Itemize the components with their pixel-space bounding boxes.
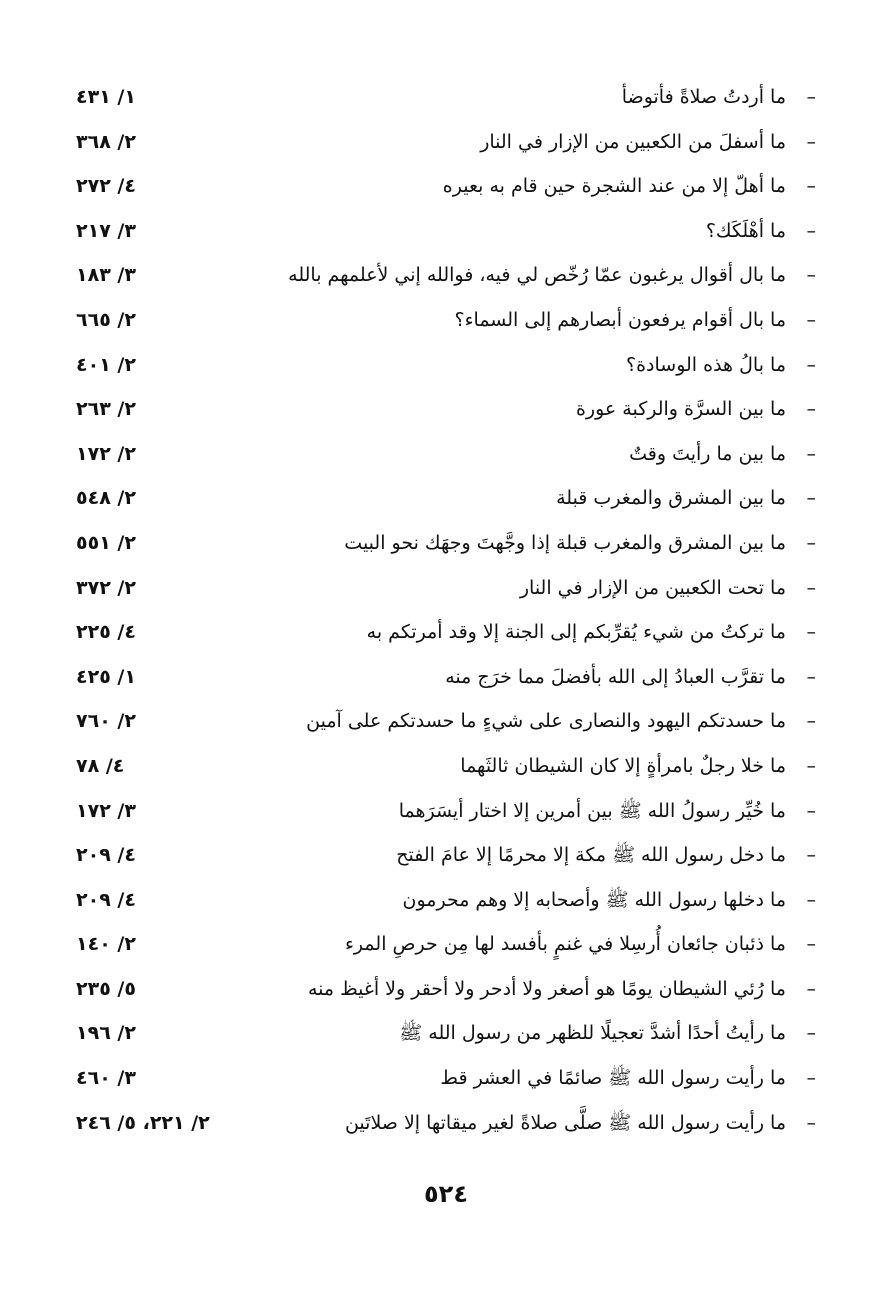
list-dash: – <box>806 175 816 198</box>
list-dash: – <box>806 1111 816 1134</box>
list-dash: – <box>806 398 816 421</box>
entry-reference: ٢/ ٥٤٨ <box>76 487 136 510</box>
list-dash: – <box>806 219 816 242</box>
entry-text: ما رأيت رسول الله ﷺ صلَّى صلاةً لغير ميقاتها إلا صلاتَين <box>344 1111 786 1134</box>
entry-text: ما رُئي الشيطان يومًا هو أصغر ولا أدحر ولا أحقر ولا أغيظ منه <box>308 977 786 1000</box>
entry-reference: ٣/ ١٨٣ <box>76 264 136 287</box>
list-item <box>76 521 816 566</box>
list-dash: – <box>806 754 816 777</box>
entry-reference: ٤/ ٢٧٢ <box>76 175 136 198</box>
entry-reference: ٢/ ٢٢١، ٥/ ٢٤٦ <box>76 1111 210 1134</box>
entry-text: ما خلا رجلٌ بامرأةٍ إلا كان الشيطان ثالثَهما <box>460 754 786 777</box>
list-item <box>76 1101 816 1146</box>
entry-text: ما بين السرَّة والركبة عورة <box>575 398 786 421</box>
list-dash: – <box>806 531 816 554</box>
list-item <box>76 744 816 789</box>
entry-reference: ٣/ ٤٦٠ <box>76 1067 136 1090</box>
entry-reference: ٣/ ٢١٧ <box>76 219 136 242</box>
list-item <box>76 699 816 744</box>
entry-text: ما دخلها رسول الله ﷺ وأصحابه إلا وهم محرمون <box>402 888 786 911</box>
entry-reference: ٢/ ٥٥١ <box>76 531 136 554</box>
entry-reference: ١/ ٤٢٥ <box>76 665 136 688</box>
list-dash: – <box>806 710 816 733</box>
list-item <box>76 164 816 209</box>
list-item <box>76 1011 816 1056</box>
list-dash: – <box>806 86 816 108</box>
list-item <box>76 655 816 700</box>
list-dash: – <box>806 1067 816 1090</box>
entry-reference: ٣/ ١٧٢ <box>76 799 136 822</box>
list-item <box>76 75 816 120</box>
list-dash: – <box>806 442 816 465</box>
entry-text: ما دخل رسول الله ﷺ مكة إلا محرمًا إلا عامَ الفتح <box>396 844 786 867</box>
entry-reference: ٢/ ٣٦٨ <box>76 130 136 153</box>
list-item <box>76 298 816 343</box>
list-dash: – <box>806 621 816 644</box>
hadith-index-list <box>76 75 816 1145</box>
entry-reference: ٢/ ١٧٢ <box>76 442 136 465</box>
list-item <box>76 610 816 655</box>
list-item <box>76 789 816 834</box>
entry-reference: ١/ ٤٣١ <box>76 86 136 108</box>
entry-reference: ٢/ ٤٠١ <box>76 353 136 376</box>
page-number: ٥٢٤ <box>424 1180 468 1208</box>
entry-reference: ٢/ ٢٦٣ <box>76 398 136 421</box>
entry-text: ما خُيِّر رسولُ الله ﷺ بين أمرين إلا اختار أيسَرَهما <box>398 799 786 822</box>
entry-reference: ٢/ ١٤٠ <box>76 933 136 956</box>
entry-text: ما تركتُ من شيء يُقرِّبكم إلى الجنة إلا وقد أمرتكم به <box>366 621 786 644</box>
list-dash: – <box>806 665 816 688</box>
list-item <box>76 432 816 477</box>
list-item <box>76 387 816 432</box>
entry-reference: ٢/ ٣٧٢ <box>76 576 136 599</box>
entry-text: ما بين المشرق والمغرب قبلة إذا وجَّهتَ وجهَك نحو البيت <box>344 531 786 554</box>
list-dash: – <box>806 353 816 376</box>
entry-text: ما أهْلَكَك؟ <box>705 219 786 242</box>
entry-reference: ٤/ ٢٠٩ <box>76 888 136 911</box>
entry-text: ما أهلّ إلا من عند الشجرة حين قام به بعيره <box>442 175 786 198</box>
list-dash: – <box>806 933 816 956</box>
list-dash: – <box>806 264 816 287</box>
entry-text: ما أردتُ صلاةً فأتوضأ <box>621 86 786 108</box>
list-item <box>76 566 816 611</box>
list-item <box>76 120 816 165</box>
entry-text: ما ذئبان جائعان أُرسِلا في غنمٍ بأفسد لها مِن حرصِ المرء <box>345 933 786 956</box>
list-dash: – <box>806 130 816 153</box>
list-dash: – <box>806 977 816 1000</box>
list-item <box>76 833 816 878</box>
list-dash: – <box>806 799 816 822</box>
entry-text: ما تحت الكعبين من الإزار في النار <box>519 576 786 599</box>
entry-text: ما أسفلَ من الكعبين من الإزار في النار <box>480 130 786 153</box>
entry-text: ما رأيت رسول الله ﷺ صائمًا في العشر قط <box>440 1067 786 1090</box>
list-item <box>76 253 816 298</box>
entry-text: ما تقرَّب العبادُ إلى الله بأفضلَ مما خرَج منه <box>445 665 786 688</box>
entry-reference: ٢/ ٦٦٥ <box>76 308 136 331</box>
list-dash: – <box>806 308 816 331</box>
entry-reference: ٢/ ١٩٦ <box>76 1022 136 1045</box>
entry-text: ما بال أقوال يرغبون عمّا رُخّص لي فيه، فوالله إني لأعلمهم بالله <box>288 264 786 287</box>
entry-text: ما بال أقوام يرفعون أبصارهم إلى السماء؟ <box>454 308 786 331</box>
list-item <box>76 209 816 254</box>
list-item <box>76 922 816 967</box>
list-item <box>76 343 816 388</box>
entry-reference: ٤/ ٧٨ <box>76 754 125 777</box>
entry-text: ما بالُ هذه الوسادة؟ <box>625 353 786 376</box>
list-item <box>76 1056 816 1101</box>
list-dash: – <box>806 1022 816 1045</box>
list-dash: – <box>806 576 816 599</box>
entry-reference: ٤/ ٢٢٥ <box>76 621 136 644</box>
list-dash: – <box>806 487 816 510</box>
list-dash: – <box>806 844 816 867</box>
entry-text: ما بين ما رأيتَ وقتٌ <box>629 442 786 465</box>
list-item <box>76 476 816 521</box>
list-dash: – <box>806 888 816 911</box>
entry-text: ما رأيتُ أحدًا أشدَّ تعجيلًا للظهر من رسول الله ﷺ <box>399 1022 786 1045</box>
entry-reference: ٤/ ٢٠٩ <box>76 844 136 867</box>
list-item <box>76 878 816 923</box>
entry-reference: ٥/ ٢٣٥ <box>76 977 136 1000</box>
entry-text: ما بين المشرق والمغرب قبلة <box>556 487 786 510</box>
entry-reference: ٢/ ٧٦٠ <box>76 710 136 733</box>
list-item <box>76 967 816 1012</box>
entry-text: ما حسدتكم اليهود والنصارى على شيءٍ ما حسدتكم على آمين <box>306 710 786 733</box>
